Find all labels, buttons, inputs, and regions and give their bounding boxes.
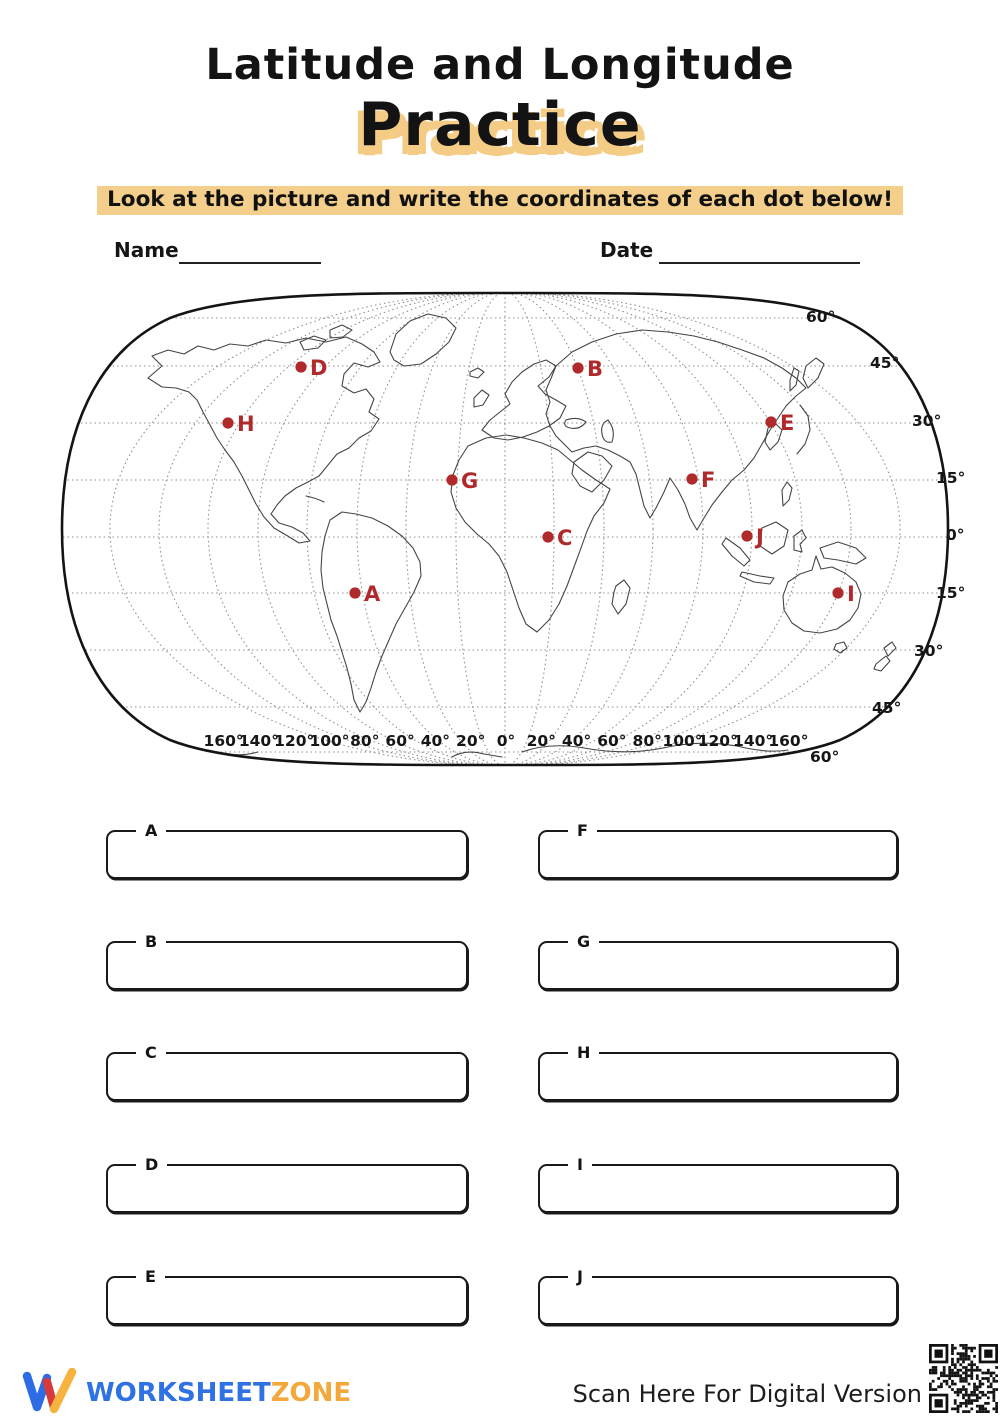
map-dot-letter: C bbox=[557, 526, 573, 550]
longitude-tick-label: 40° bbox=[561, 732, 592, 750]
map-dot-letter: J bbox=[756, 525, 764, 549]
answer-box-e[interactable] bbox=[106, 1267, 468, 1325]
map-dot-h bbox=[222, 417, 233, 428]
scan-here-text: Scan Here For Digital Version bbox=[572, 1380, 922, 1408]
latitude-tick-label: 0° bbox=[946, 526, 965, 544]
map-dot-letter: F bbox=[701, 468, 716, 492]
map-dot-e bbox=[765, 416, 776, 427]
latitude-tick-label: 15° bbox=[936, 469, 966, 487]
answer-box-h[interactable] bbox=[538, 1043, 898, 1101]
longitude-tick-label: 100° bbox=[309, 732, 350, 750]
latitude-tick-label: 45° bbox=[870, 354, 900, 372]
longitude-tick-label: 20° bbox=[526, 732, 556, 750]
longitude-axis bbox=[204, 732, 809, 750]
answer-box-label: A bbox=[136, 821, 166, 840]
longitude-tick-label: 60° bbox=[597, 732, 627, 750]
map-dot-letter: D bbox=[310, 356, 328, 380]
answer-box-a[interactable] bbox=[106, 821, 468, 879]
latitude-tick-label: 60° bbox=[810, 748, 840, 766]
answer-box-j[interactable] bbox=[538, 1267, 898, 1325]
map-dot-letter: B bbox=[587, 357, 604, 381]
answer-box-b[interactable] bbox=[106, 932, 468, 990]
answer-box-g[interactable] bbox=[538, 932, 898, 990]
qr-code bbox=[929, 1344, 998, 1413]
answer-box-label: G bbox=[568, 932, 599, 951]
longitude-tick-label: 80° bbox=[632, 732, 662, 750]
answer-box-label: F bbox=[568, 821, 597, 840]
longitude-tick-label: 160° bbox=[203, 732, 244, 750]
longitude-tick-label: 60° bbox=[385, 732, 415, 750]
answer-box-label: I bbox=[568, 1155, 592, 1174]
worksheetzone-logo-icon bbox=[20, 1366, 78, 1414]
map-dot-a bbox=[349, 587, 360, 598]
name-label: Name bbox=[114, 238, 179, 262]
answer-box-label: C bbox=[136, 1043, 166, 1062]
map-dot-c bbox=[542, 531, 553, 542]
longitude-tick-label: 140° bbox=[238, 732, 279, 750]
map-dot-letter: H bbox=[237, 412, 255, 436]
latitude-tick-label: 60° bbox=[806, 308, 836, 326]
map-dot-b bbox=[572, 362, 583, 373]
brand-zone: ZONE bbox=[270, 1378, 352, 1408]
answer-box-i[interactable] bbox=[538, 1155, 898, 1213]
longitude-tick-label: 40° bbox=[420, 732, 451, 750]
answer-box-label: H bbox=[568, 1043, 599, 1062]
answer-box-label: E bbox=[136, 1267, 165, 1286]
page-subtitle: Practice bbox=[358, 90, 642, 160]
date-label: Date bbox=[600, 238, 654, 262]
answer-box-c[interactable] bbox=[106, 1043, 468, 1101]
latitude-tick-label: 30° bbox=[914, 642, 944, 660]
latitude-tick-label: 15° bbox=[936, 584, 966, 602]
map-graticule bbox=[63, 292, 947, 766]
map-dot-j bbox=[741, 530, 752, 541]
map-dot-d bbox=[295, 361, 306, 372]
map-continents bbox=[148, 314, 896, 757]
longitude-tick-label: 0° bbox=[496, 732, 516, 750]
map-dot-f bbox=[686, 473, 697, 484]
longitude-tick-label: 100° bbox=[662, 732, 703, 750]
answer-box-d[interactable] bbox=[106, 1155, 468, 1213]
map-dot-letter: A bbox=[364, 582, 381, 606]
instruction-text: Look at the picture and write the coordinates of each dot below! bbox=[97, 186, 903, 215]
longitude-tick-label: 20° bbox=[456, 732, 486, 750]
map-dots-layer bbox=[222, 356, 854, 606]
longitude-tick-label: 140° bbox=[733, 732, 774, 750]
longitude-tick-label: 120° bbox=[274, 732, 315, 750]
map-dot-i bbox=[832, 587, 843, 598]
brand-wordmark bbox=[86, 1378, 351, 1408]
brand-worksheet: WORKSHEET bbox=[86, 1378, 271, 1408]
answer-box-label: J bbox=[568, 1267, 592, 1286]
map-dot-g bbox=[446, 474, 457, 485]
longitude-tick-label: 160° bbox=[768, 732, 809, 750]
answer-box-label: D bbox=[136, 1155, 167, 1174]
longitude-tick-label: 80° bbox=[350, 732, 380, 750]
longitude-tick-label: 120° bbox=[697, 732, 738, 750]
page-title: Latitude and Longitude bbox=[205, 40, 795, 90]
answer-box-f[interactable] bbox=[538, 821, 898, 879]
map-dot-letter: E bbox=[780, 411, 795, 435]
map-dot-letter: I bbox=[847, 582, 855, 606]
map-dot-letter: G bbox=[461, 469, 479, 493]
latitude-tick-label: 30° bbox=[912, 412, 942, 430]
latitude-tick-label: 45° bbox=[872, 699, 902, 717]
answer-box-label: B bbox=[136, 932, 166, 951]
